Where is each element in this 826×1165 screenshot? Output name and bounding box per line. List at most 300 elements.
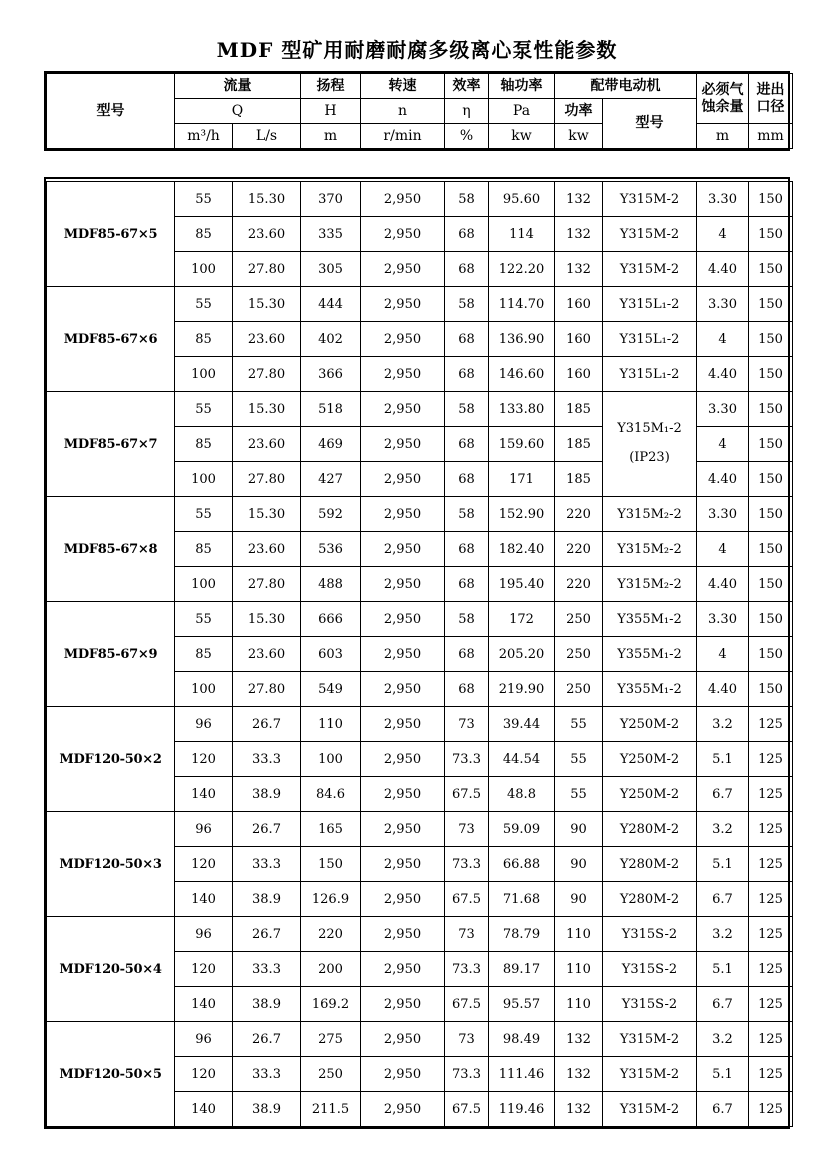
speed-rmin-cell: 2,950 — [361, 497, 445, 532]
flow-ls-cell: 33.3 — [233, 952, 301, 987]
pump-model-cell: MDF120-50×5 — [47, 1022, 175, 1127]
npsh-label-line1: 必须气 — [701, 82, 744, 99]
efficiency-pct-cell: 58 — [445, 182, 489, 217]
speed-rmin-cell: 2,950 — [361, 637, 445, 672]
flow-m3h-cell: 96 — [175, 707, 233, 742]
flow-m3h-cell: 120 — [175, 847, 233, 882]
flow-ls-cell: 33.3 — [233, 742, 301, 777]
motor-model-cell: Y315S-2 — [603, 987, 697, 1022]
motor-power-kw-cell: 220 — [555, 567, 603, 602]
unit-flow-m3h: m³/h — [175, 124, 233, 149]
table-row — [47, 602, 793, 637]
motor-model-cell: Y315M-2 — [603, 182, 697, 217]
speed-rmin-cell: 2,950 — [361, 287, 445, 322]
motor-model-cell: Y315M₂-2 — [603, 532, 697, 567]
head-m-cell: 592 — [301, 497, 361, 532]
head-m-cell: 603 — [301, 637, 361, 672]
npsh-m-cell: 6.7 — [697, 882, 749, 917]
head-m-cell: 370 — [301, 182, 361, 217]
flow-ls-cell: 26.7 — [233, 917, 301, 952]
diameter-mm-cell: 125 — [749, 707, 793, 742]
col-header-diameter — [749, 74, 793, 124]
unit-flow-ls: L/s — [233, 124, 301, 149]
shaft-power-kw-cell: 71.68 — [489, 882, 555, 917]
npsh-m-cell: 3.2 — [697, 707, 749, 742]
shaft-power-kw-cell: 95.57 — [489, 987, 555, 1022]
head-m-cell: 84.6 — [301, 777, 361, 812]
flow-m3h-cell: 100 — [175, 462, 233, 497]
head-m-cell: 518 — [301, 392, 361, 427]
flow-m3h-cell: 120 — [175, 742, 233, 777]
shaft-power-kw-cell: 39.44 — [489, 707, 555, 742]
shaft-power-kw-cell: 182.40 — [489, 532, 555, 567]
table-row — [47, 182, 793, 217]
col-header-model: 型号 — [47, 74, 175, 149]
diameter-mm-cell: 150 — [749, 392, 793, 427]
efficiency-pct-cell: 68 — [445, 252, 489, 287]
diameter-mm-cell: 150 — [749, 217, 793, 252]
symbol-head-h: H — [301, 99, 361, 124]
speed-rmin-cell: 2,950 — [361, 217, 445, 252]
motor-power-kw-cell: 110 — [555, 952, 603, 987]
diameter-mm-cell: 125 — [749, 742, 793, 777]
flow-ls-cell: 15.30 — [233, 182, 301, 217]
speed-rmin-cell: 2,950 — [361, 462, 445, 497]
shaft-power-kw-cell: 133.80 — [489, 392, 555, 427]
motor-model-cell: Y315M-2 — [603, 1022, 697, 1057]
motor-model-cell: Y280M-2 — [603, 847, 697, 882]
table-body-block — [44, 177, 790, 1129]
head-m-cell: 402 — [301, 322, 361, 357]
npsh-m-cell: 3.30 — [697, 497, 749, 532]
motor-model-cell: Y355M₁-2 — [603, 672, 697, 707]
motor-power-kw-cell: 90 — [555, 812, 603, 847]
flow-m3h-cell: 85 — [175, 427, 233, 462]
table-row — [47, 392, 793, 427]
pump-model-cell: MDF120-50×3 — [47, 812, 175, 917]
pump-model-cell: MDF85-67×6 — [47, 287, 175, 392]
motor-power-kw-cell: 132 — [555, 252, 603, 287]
col-header-efficiency: 效率 — [445, 74, 489, 99]
pump-model-cell: MDF85-67×5 — [47, 182, 175, 287]
shaft-power-kw-cell: 59.09 — [489, 812, 555, 847]
speed-rmin-cell: 2,950 — [361, 357, 445, 392]
motor-model-cell: Y315M-2 — [603, 217, 697, 252]
motor-model-cell: Y315M-2 — [603, 1057, 697, 1092]
npsh-m-cell: 4 — [697, 217, 749, 252]
efficiency-pct-cell: 58 — [445, 392, 489, 427]
motor-model-cell: Y315M-2 — [603, 252, 697, 287]
motor-power-kw-cell: 160 — [555, 322, 603, 357]
flow-ls-cell: 15.30 — [233, 602, 301, 637]
diameter-mm-cell: 125 — [749, 1057, 793, 1092]
parameters-table-header — [46, 73, 793, 149]
head-m-cell: 366 — [301, 357, 361, 392]
efficiency-pct-cell: 68 — [445, 217, 489, 252]
efficiency-pct-cell: 67.5 — [445, 987, 489, 1022]
flow-ls-cell: 27.80 — [233, 357, 301, 392]
motor-power-kw-cell: 55 — [555, 707, 603, 742]
efficiency-pct-cell: 68 — [445, 637, 489, 672]
flow-m3h-cell: 85 — [175, 637, 233, 672]
head-m-cell: 335 — [301, 217, 361, 252]
table-rows — [47, 182, 793, 1127]
flow-m3h-cell: 55 — [175, 287, 233, 322]
head-m-cell: 100 — [301, 742, 361, 777]
npsh-m-cell: 5.1 — [697, 847, 749, 882]
npsh-m-cell: 4 — [697, 427, 749, 462]
motor-model-cell: Y355M₁-2 — [603, 602, 697, 637]
flow-m3h-cell: 85 — [175, 532, 233, 567]
head-m-cell: 549 — [301, 672, 361, 707]
head-m-cell: 250 — [301, 1057, 361, 1092]
head-m-cell: 165 — [301, 812, 361, 847]
speed-rmin-cell: 2,950 — [361, 602, 445, 637]
shaft-power-kw-cell: 219.90 — [489, 672, 555, 707]
flow-ls-cell: 27.80 — [233, 252, 301, 287]
diameter-mm-cell: 150 — [749, 532, 793, 567]
motor-power-kw-cell: 132 — [555, 1057, 603, 1092]
npsh-m-cell: 3.30 — [697, 287, 749, 322]
flow-ls-cell: 23.60 — [233, 532, 301, 567]
motor-model-cell: Y250M-2 — [603, 742, 697, 777]
motor-power-kw-cell: 132 — [555, 1022, 603, 1057]
efficiency-pct-cell: 73.3 — [445, 952, 489, 987]
speed-rmin-cell: 2,950 — [361, 672, 445, 707]
shaft-power-kw-cell: 78.79 — [489, 917, 555, 952]
flow-ls-cell: 33.3 — [233, 1057, 301, 1092]
flow-ls-cell: 15.30 — [233, 392, 301, 427]
motor-model-cell: Y315S-2 — [603, 952, 697, 987]
head-m-cell: 444 — [301, 287, 361, 322]
unit-efficiency-pct: % — [445, 124, 489, 149]
unit-speed-rmin: r/min — [361, 124, 445, 149]
speed-rmin-cell: 2,950 — [361, 1092, 445, 1127]
efficiency-pct-cell: 68 — [445, 672, 489, 707]
head-m-cell: 126.9 — [301, 882, 361, 917]
shaft-power-kw-cell: 195.40 — [489, 567, 555, 602]
shaft-power-kw-cell: 89.17 — [489, 952, 555, 987]
motor-model-cell: Y315L₁-2 — [603, 287, 697, 322]
flow-m3h-cell: 140 — [175, 882, 233, 917]
diameter-mm-cell: 125 — [749, 882, 793, 917]
npsh-m-cell: 4 — [697, 322, 749, 357]
pump-model-cell: MDF120-50×2 — [47, 707, 175, 812]
diameter-mm-cell: 150 — [749, 602, 793, 637]
flow-ls-cell: 38.9 — [233, 987, 301, 1022]
speed-rmin-cell: 2,950 — [361, 707, 445, 742]
npsh-m-cell: 4.40 — [697, 567, 749, 602]
diameter-mm-cell: 125 — [749, 1022, 793, 1057]
flow-ls-cell: 23.60 — [233, 217, 301, 252]
flow-ls-cell: 23.60 — [233, 637, 301, 672]
shaft-power-kw-cell: 114 — [489, 217, 555, 252]
flow-ls-cell: 23.60 — [233, 427, 301, 462]
speed-rmin-cell: 2,950 — [361, 567, 445, 602]
npsh-m-cell: 5.1 — [697, 952, 749, 987]
npsh-m-cell: 3.30 — [697, 182, 749, 217]
motor-model-merged-cell — [603, 392, 697, 497]
flow-ls-cell: 23.60 — [233, 322, 301, 357]
motor-power-kw-cell: 90 — [555, 882, 603, 917]
head-m-cell: 110 — [301, 707, 361, 742]
head-m-cell: 200 — [301, 952, 361, 987]
diameter-mm-cell: 150 — [749, 427, 793, 462]
head-m-cell: 469 — [301, 427, 361, 462]
motor-model-cell: Y250M-2 — [603, 777, 697, 812]
diameter-mm-cell: 125 — [749, 847, 793, 882]
diameter-mm-cell: 150 — [749, 567, 793, 602]
table-row — [47, 707, 793, 742]
efficiency-pct-cell: 73 — [445, 1022, 489, 1057]
table-row — [47, 1022, 793, 1057]
speed-rmin-cell: 2,950 — [361, 1057, 445, 1092]
efficiency-pct-cell: 73.3 — [445, 1057, 489, 1092]
symbol-speed-n: n — [361, 99, 445, 124]
flow-m3h-cell: 100 — [175, 357, 233, 392]
speed-rmin-cell: 2,950 — [361, 742, 445, 777]
speed-rmin-cell: 2,950 — [361, 322, 445, 357]
efficiency-pct-cell: 73.3 — [445, 742, 489, 777]
efficiency-pct-cell: 68 — [445, 322, 489, 357]
efficiency-pct-cell: 73 — [445, 812, 489, 847]
flow-ls-cell: 26.7 — [233, 1022, 301, 1057]
npsh-m-cell: 4.40 — [697, 252, 749, 287]
flow-m3h-cell: 55 — [175, 497, 233, 532]
npsh-m-cell: 5.1 — [697, 1057, 749, 1092]
symbol-flow-q: Q — [175, 99, 301, 124]
head-m-cell: 305 — [301, 252, 361, 287]
col-header-motor-power: 功率 — [555, 99, 603, 124]
diameter-mm-cell: 125 — [749, 777, 793, 812]
flow-ls-cell: 26.7 — [233, 707, 301, 742]
flow-m3h-cell: 100 — [175, 567, 233, 602]
motor-model-text: Y315M₁-2 — [617, 421, 682, 437]
speed-rmin-cell: 2,950 — [361, 182, 445, 217]
flow-m3h-cell: 85 — [175, 322, 233, 357]
flow-m3h-cell: 96 — [175, 812, 233, 847]
pump-model-cell: MDF120-50×4 — [47, 917, 175, 1022]
flow-m3h-cell: 120 — [175, 1057, 233, 1092]
motor-model-cell: Y250M-2 — [603, 707, 697, 742]
diameter-mm-cell: 150 — [749, 357, 793, 392]
efficiency-pct-cell: 73 — [445, 707, 489, 742]
shaft-power-kw-cell: 146.60 — [489, 357, 555, 392]
col-header-head: 扬程 — [301, 74, 361, 99]
motor-power-kw-cell: 132 — [555, 1092, 603, 1127]
diameter-mm-cell: 150 — [749, 287, 793, 322]
flow-m3h-cell: 120 — [175, 952, 233, 987]
efficiency-pct-cell: 68 — [445, 567, 489, 602]
shaft-power-kw-cell: 95.60 — [489, 182, 555, 217]
diameter-label-line1: 进出 — [756, 82, 785, 99]
motor-model-cell: Y315L₁-2 — [603, 357, 697, 392]
head-m-cell: 536 — [301, 532, 361, 567]
npsh-m-cell: 6.7 — [697, 987, 749, 1022]
shaft-power-kw-cell: 66.88 — [489, 847, 555, 882]
motor-model-cell: Y315M-2 — [603, 1092, 697, 1127]
diameter-mm-cell: 150 — [749, 322, 793, 357]
parameters-table-body — [46, 181, 793, 1127]
efficiency-pct-cell: 68 — [445, 532, 489, 567]
speed-rmin-cell: 2,950 — [361, 1022, 445, 1057]
npsh-label-line2: 蚀余量 — [701, 98, 744, 115]
efficiency-pct-cell: 68 — [445, 427, 489, 462]
flow-ls-cell: 33.3 — [233, 847, 301, 882]
flow-ls-cell: 38.9 — [233, 882, 301, 917]
efficiency-pct-cell: 58 — [445, 287, 489, 322]
col-header-speed: 转速 — [361, 74, 445, 99]
npsh-m-cell: 3.2 — [697, 1022, 749, 1057]
motor-power-kw-cell: 250 — [555, 602, 603, 637]
speed-rmin-cell: 2,950 — [361, 427, 445, 462]
efficiency-pct-cell: 73.3 — [445, 847, 489, 882]
efficiency-pct-cell: 68 — [445, 357, 489, 392]
diameter-mm-cell: 125 — [749, 952, 793, 987]
npsh-m-cell: 3.30 — [697, 602, 749, 637]
diameter-mm-cell: 150 — [749, 497, 793, 532]
motor-model-cell: Y280M-2 — [603, 812, 697, 847]
shaft-power-kw-cell: 136.90 — [489, 322, 555, 357]
diameter-mm-cell: 150 — [749, 252, 793, 287]
head-m-cell: 211.5 — [301, 1092, 361, 1127]
motor-model-cell: Y315M₂-2 — [603, 567, 697, 602]
shaft-power-kw-cell: 98.49 — [489, 1022, 555, 1057]
flow-m3h-cell: 140 — [175, 1092, 233, 1127]
table-row — [47, 497, 793, 532]
unit-npsh-m: m — [697, 124, 749, 149]
col-header-motor: 配带电动机 — [555, 74, 697, 99]
diameter-mm-cell: 125 — [749, 812, 793, 847]
motor-power-kw-cell: 160 — [555, 287, 603, 322]
efficiency-pct-cell: 73 — [445, 917, 489, 952]
speed-rmin-cell: 2,950 — [361, 882, 445, 917]
speed-rmin-cell: 2,950 — [361, 987, 445, 1022]
shaft-power-kw-cell: 172 — [489, 602, 555, 637]
shaft-power-kw-cell: 119.46 — [489, 1092, 555, 1127]
flow-ls-cell: 27.80 — [233, 672, 301, 707]
speed-rmin-cell: 2,950 — [361, 847, 445, 882]
motor-power-kw-cell: 250 — [555, 637, 603, 672]
motor-power-kw-cell: 132 — [555, 217, 603, 252]
motor-power-kw-cell: 220 — [555, 532, 603, 567]
motor-power-kw-cell: 55 — [555, 777, 603, 812]
efficiency-pct-cell: 58 — [445, 602, 489, 637]
head-m-cell: 427 — [301, 462, 361, 497]
unit-motor-power-kw: kw — [555, 124, 603, 149]
npsh-m-cell: 6.7 — [697, 777, 749, 812]
flow-ls-cell: 26.7 — [233, 812, 301, 847]
speed-rmin-cell: 2,950 — [361, 952, 445, 987]
npsh-m-cell: 5.1 — [697, 742, 749, 777]
motor-power-kw-cell: 250 — [555, 672, 603, 707]
npsh-m-cell: 4.40 — [697, 357, 749, 392]
flow-ls-cell: 38.9 — [233, 1092, 301, 1127]
motor-power-kw-cell: 90 — [555, 847, 603, 882]
page-title: MDF 型矿用耐磨耐腐多级离心泵性能参数 — [216, 38, 618, 62]
shaft-power-kw-cell: 171 — [489, 462, 555, 497]
table-row — [47, 812, 793, 847]
speed-rmin-cell: 2,950 — [361, 532, 445, 567]
motor-power-kw-cell: 132 — [555, 182, 603, 217]
head-m-cell: 488 — [301, 567, 361, 602]
table-row — [47, 287, 793, 322]
diameter-mm-cell: 125 — [749, 1092, 793, 1127]
head-m-cell: 220 — [301, 917, 361, 952]
flow-m3h-cell: 85 — [175, 217, 233, 252]
motor-model-cell: Y315L₁-2 — [603, 322, 697, 357]
npsh-m-cell: 4.40 — [697, 672, 749, 707]
motor-power-kw-cell: 185 — [555, 462, 603, 497]
motor-model-cell: Y315S-2 — [603, 917, 697, 952]
shaft-power-kw-cell: 205.20 — [489, 637, 555, 672]
pump-model-cell: MDF85-67×8 — [47, 497, 175, 602]
shaft-power-kw-cell: 48.8 — [489, 777, 555, 812]
motor-model-cell: Y315M₂-2 — [603, 497, 697, 532]
flow-m3h-cell: 100 — [175, 252, 233, 287]
npsh-m-cell: 3.2 — [697, 812, 749, 847]
diameter-mm-cell: 150 — [749, 672, 793, 707]
flow-ls-cell: 27.80 — [233, 567, 301, 602]
unit-diameter-mm: mm — [749, 124, 793, 149]
shaft-power-kw-cell: 114.70 — [489, 287, 555, 322]
npsh-m-cell: 4 — [697, 637, 749, 672]
flow-m3h-cell: 96 — [175, 1022, 233, 1057]
shaft-power-kw-cell: 152.90 — [489, 497, 555, 532]
speed-rmin-cell: 2,950 — [361, 392, 445, 427]
col-header-shaft-power: 轴功率 — [489, 74, 555, 99]
flow-m3h-cell: 55 — [175, 602, 233, 637]
motor-protection-note: (IP23) — [629, 450, 670, 465]
shaft-power-kw-cell: 122.20 — [489, 252, 555, 287]
flow-ls-cell: 15.30 — [233, 497, 301, 532]
head-m-cell: 150 — [301, 847, 361, 882]
diameter-mm-cell: 150 — [749, 637, 793, 672]
unit-shaft-power-kw: kw — [489, 124, 555, 149]
flow-m3h-cell: 96 — [175, 917, 233, 952]
shaft-power-kw-cell: 159.60 — [489, 427, 555, 462]
col-header-npsh — [697, 74, 749, 124]
diameter-mm-cell: 150 — [749, 462, 793, 497]
flow-m3h-cell: 140 — [175, 987, 233, 1022]
efficiency-pct-cell: 68 — [445, 462, 489, 497]
motor-power-kw-cell: 185 — [555, 427, 603, 462]
efficiency-pct-cell: 67.5 — [445, 882, 489, 917]
head-m-cell: 169.2 — [301, 987, 361, 1022]
motor-power-kw-cell: 160 — [555, 357, 603, 392]
head-m-cell: 666 — [301, 602, 361, 637]
flow-ls-cell: 38.9 — [233, 777, 301, 812]
npsh-m-cell: 6.7 — [697, 1092, 749, 1127]
npsh-m-cell: 4.40 — [697, 462, 749, 497]
efficiency-pct-cell: 67.5 — [445, 1092, 489, 1127]
motor-model-cell: Y280M-2 — [603, 882, 697, 917]
diameter-label-line2: 口径 — [756, 98, 785, 115]
pump-model-cell: MDF85-67×7 — [47, 392, 175, 497]
motor-power-kw-cell: 220 — [555, 497, 603, 532]
motor-power-kw-cell: 110 — [555, 917, 603, 952]
flow-m3h-cell: 100 — [175, 672, 233, 707]
speed-rmin-cell: 2,950 — [361, 917, 445, 952]
shaft-power-kw-cell: 111.46 — [489, 1057, 555, 1092]
col-header-motor-model: 型号 — [603, 99, 697, 149]
flow-ls-cell: 15.30 — [233, 287, 301, 322]
efficiency-pct-cell: 58 — [445, 497, 489, 532]
symbol-efficiency-eta: η — [445, 99, 489, 124]
symbol-shaft-power-pa: Pa — [489, 99, 555, 124]
diameter-mm-cell: 125 — [749, 987, 793, 1022]
motor-model-cell: Y355M₁-2 — [603, 637, 697, 672]
